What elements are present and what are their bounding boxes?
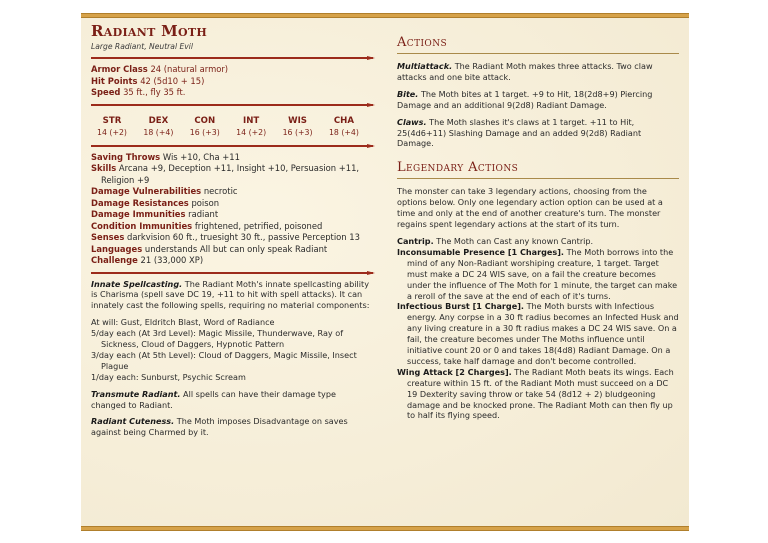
spell-line: 1/day each: Sunburst, Psychic Scream (91, 371, 246, 382)
ability-str: STR 14 (+2) (97, 115, 127, 137)
spell-line: 5/day each (At 3rd Level): Magic Missile, Thunderwave, Ray of Sickness, Cloud of Daggers, Hypnotic Pattern (91, 328, 344, 350)
divider (91, 57, 373, 59)
speed: Speed 35 ft., fly 35 ft. (91, 87, 186, 97)
right-column (397, 22, 679, 421)
heading-rule (397, 178, 679, 179)
top-border (81, 13, 689, 18)
legendary-intro: The monster can take 3 legendary actions, choosing from the options below. Only one legendary action option can be used at a time and only at the end of another creature's turn. The monster regains spent legendary actions at the start of its turn. (397, 186, 663, 230)
ability-int: INT 14 (+2) (236, 115, 267, 137)
trait-transmute-radiant: Transmute Radiant. All spells can have their damage type changed to Radiant. (91, 388, 336, 410)
legendary-infectious-burst: Infectious Burst [1 Charge]. The Moth bursts with Infectious energy. Any corpse in a 30 ft radius becomes an Infected Husk and any living creature in a 30 ft radius makes a DC 24 WIS save. On a fail, the creature becomes under The Moths influence until initiative count 20 or 0 and takes 18(4d8) Radiant Damage. On a success, take half damage and don't become controlled. (397, 301, 679, 366)
languages: Languages understands All but can only speak Radiant (91, 243, 328, 254)
monster-type: Large Radiant, Neutral Evil (91, 42, 193, 51)
monster-name: Radiant Moth (91, 22, 208, 40)
saving-throws: Saving Throws Wis +10, Cha +11 (91, 151, 240, 162)
challenge: Challenge 21 (33,000 XP) (91, 255, 204, 265)
skills: Skills Arcana +9, Deception +11, Insight +10, Persuasion +11, Religion +9 (91, 163, 360, 185)
action-claws: Claws. The Moth slashes it's claws at 1 target. +11 to Hit, 25(4d6+11) Slashing Damage and an added 9(2d8) Radiant Damage. (397, 116, 642, 149)
legendary-wing-attack: Wing Attack [2 Charges]. The Radiant Moth beats its wings. Each creature within 15 ft. of the Radiant Moth must succeed on a DC 19 Dexterity saving throw or take 54 (8d12 + 2) bludgeoning damage and be knocked prone. The Radiant Moth can then fly up to half its flying speed. (397, 366, 674, 421)
legendary-inconsumable-presence: Inconsumable Presence [1 Charges]. The Moth borrows into the mind of any Non-Radiant worshiping creature, 1 target. Target must make a DC 24 WIS save, on a fail the creature becomes under the influence of The Moth for 1 minute, the target can make a reroll of the save at the end of each of it's turns. (397, 246, 678, 301)
spell-line: At will: Gust, Eldritch Blast, Word of Radiance (91, 317, 275, 328)
ability-dex: DEX 18 (+4) (143, 115, 174, 137)
condition-immunities: Condition Immunities frightened, petrified, poisoned (91, 220, 323, 231)
left-column (91, 22, 373, 444)
trait-innate-spellcasting: Innate Spellcasting. The Radiant Moth's innate spellcasting ability is Charisma (spell save DC 19, +11 to hit with spell attacks). It can innately cast the following spells, requiring no material components: (91, 278, 370, 311)
armor-class: Armor Class 24 (natural armor) (91, 64, 229, 74)
damage-immunities: Damage Immunities radiant (91, 209, 219, 219)
action-multiattack: Multiattack. The Radiant Moth makes three attacks. Two claw attacks and one bite attack. (397, 61, 653, 82)
trait-radiant-cuteness: Radiant Cuteness. The Moth imposes Disadvantage on saves against being Charmed by it. (91, 416, 348, 438)
damage-vulnerabilities: Damage Vulnerabilities necrotic (91, 186, 238, 196)
action-bite: Bite. The Moth bites at 1 target. +9 to Hit, 18(2d8+9) Piercing Damage and an additional 9(2d8) Radiant Damage. (397, 88, 653, 110)
ability-con: CON 16 (+3) (189, 115, 220, 137)
senses: Senses darkvision 60 ft., truesight 30 ft., passive Perception 13 (91, 232, 360, 242)
bottom-border (81, 526, 689, 531)
hit-points: Hit Points 42 (5d10 + 15) (91, 75, 205, 86)
divider (91, 104, 373, 106)
damage-resistances: Damage Resistances poison (91, 197, 220, 208)
divider (91, 145, 373, 147)
spell-line: 3/day each (At 5th Level): Cloud of Daggers, Magic Missile, Insect Plague (91, 349, 357, 371)
heading-rule (397, 53, 679, 54)
actions-heading: Actions (397, 35, 448, 50)
divider (91, 272, 373, 274)
legendary-actions-heading: Legendary Actions (397, 160, 519, 176)
ability-scores (91, 111, 373, 140)
ability-cha: CHA 18 (+4) (328, 115, 359, 137)
ability-wis: WIS 16 (+3) (282, 115, 313, 137)
legendary-cantrip: Cantrip. The Moth can Cast any known Cantrip. (397, 235, 594, 246)
